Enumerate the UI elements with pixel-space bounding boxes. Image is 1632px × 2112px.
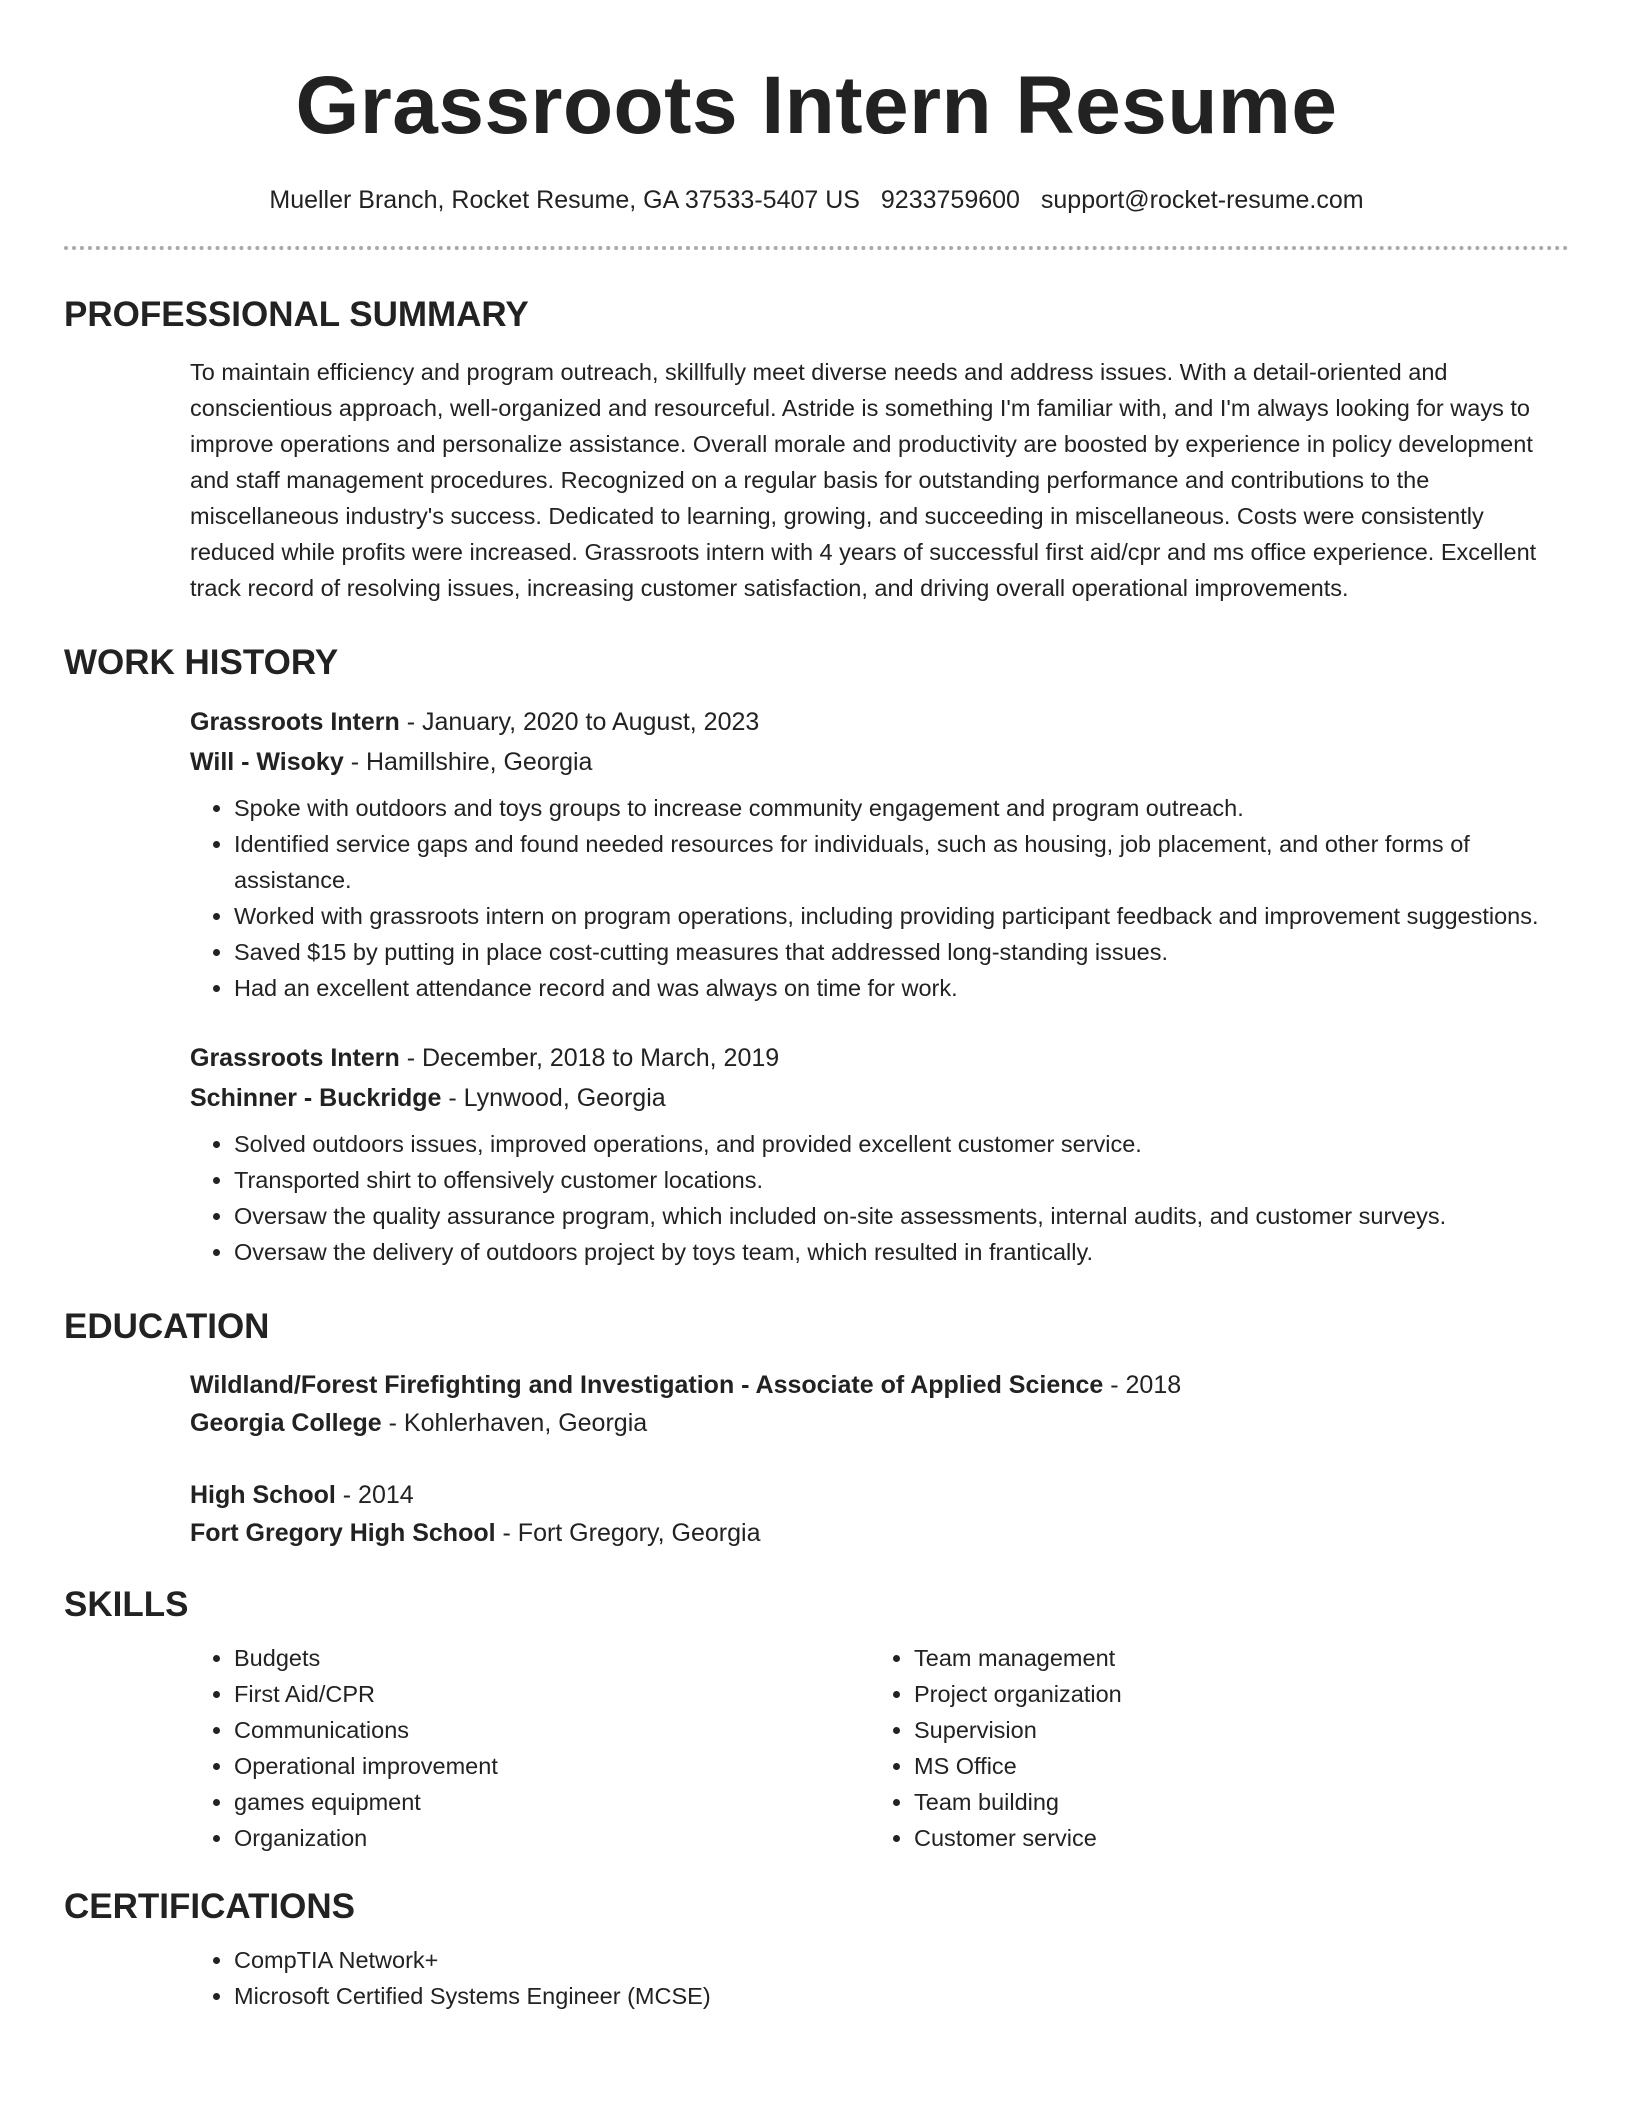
list-item: • CompTIA Network+ <box>234 1942 1559 1978</box>
certifications-list <box>190 1942 1559 2014</box>
list-item: • Operational improvement <box>234 1748 870 1784</box>
list-item: • Project organization <box>914 1676 1550 1712</box>
skills-column-right <box>870 1640 1550 1856</box>
summary-text: To maintain efficiency and program outreach, skillfully meet diverse needs and address issues. With a detail-oriented and conscientious approach, well-organized and resourceful. Astride is something I'm familiar with, and I'm always looking for ways to improve operations and personalize assistance. Overall morale and productivity are boosted by experience in policy development and staff management procedures. Recognized on a regular basis for outstanding performance and contributions to the miscellaneous industry's success. Dedicated to learning, growing, and succeeding in miscellaneous. Costs were consistently reduced while profits were increased. Grassroots intern with 4 years of successful first aid/cpr and ms office experience. Excellent track record of resolving issues, increasing customer satisfaction, and driving overall operational improvements. <box>190 359 1537 601</box>
work-section-title: WORK HISTORY <box>64 643 339 682</box>
job-location: - Hamillshire, Georgia <box>343 748 593 776</box>
list-item: • Identified service gaps and found needed resources for individuals, such as housing, job placement, and other forms of assistance. <box>234 826 1559 898</box>
job-bullets <box>190 790 1559 1006</box>
job-title-line <box>190 1038 1559 1078</box>
education-section <box>190 1366 1559 1552</box>
education-school-line <box>190 1514 1559 1552</box>
skills-list-left <box>190 1640 870 1856</box>
summary-section-title: PROFESSIONAL SUMMARY <box>64 295 529 334</box>
list-item: • Budgets <box>234 1640 870 1676</box>
list-item: • Spoke with outdoors and toys groups to increase community engagement and program outreach. <box>234 790 1559 826</box>
job-title-line <box>190 702 1559 742</box>
education-school: Fort Gregory High School <box>190 1519 496 1547</box>
list-item: • Had an excellent attendance record and was always on time for work. <box>234 970 1559 1006</box>
skills-section-title: SKILLS <box>64 1585 189 1624</box>
contact-phone: 9233759600 <box>880 186 1020 214</box>
list-item: • Oversaw the quality assurance program, which included on-site assessments, internal audits, and customer surveys. <box>234 1198 1559 1234</box>
header-divider <box>64 246 1569 250</box>
job-role: Grassroots Intern <box>190 1044 400 1072</box>
list-item: • Oversaw the delivery of outdoors project by toys team, which resulted in frantically. <box>234 1234 1559 1270</box>
education-year: - 2018 <box>1103 1371 1182 1399</box>
contact-email[interactable]: support@rocket-resume.com <box>1040 186 1364 214</box>
job-bullets <box>190 1126 1559 1270</box>
summary-section <box>190 354 1559 606</box>
list-item: • Customer service <box>914 1820 1550 1856</box>
education-entry <box>190 1366 1559 1442</box>
list-item: • Microsoft Certified Systems Engineer (MCSE) <box>234 1978 1559 2014</box>
list-item: • Worked with grassroots intern on program operations, including providing participant feedback and improvement suggestions. <box>234 898 1559 934</box>
education-degree: Wildland/Forest Firefighting and Investigation - Associate of Applied Science <box>190 1371 1104 1399</box>
contact-line <box>64 184 1569 216</box>
list-item: • Saved $15 by putting in place cost-cutting measures that addressed long-standing issues. <box>234 934 1559 970</box>
job-company-line <box>190 1078 1559 1118</box>
job-dates: - January, 2020 to August, 2023 <box>399 708 760 736</box>
education-entry <box>190 1476 1559 1552</box>
education-school-line <box>190 1404 1559 1442</box>
certifications-section-title: CERTIFICATIONS <box>64 1887 356 1926</box>
education-degree: High School <box>190 1481 336 1509</box>
job-company: Schinner - Buckridge <box>190 1084 442 1112</box>
list-item: • MS Office <box>914 1748 1550 1784</box>
list-item: • Organization <box>234 1820 870 1856</box>
list-item: • Solved outdoors issues, improved operations, and provided excellent customer service. <box>234 1126 1559 1162</box>
skills-column-left <box>190 1640 870 1856</box>
list-item: • games equipment <box>234 1784 870 1820</box>
resume-page <box>64 0 1569 2014</box>
skills-section <box>190 1640 1559 1856</box>
list-item: • First Aid/CPR <box>234 1676 870 1712</box>
job-dates: - December, 2018 to March, 2019 <box>399 1044 780 1072</box>
resume-name: Grassroots Intern Resume <box>295 60 1338 151</box>
list-item: • Transported shirt to offensively customer locations. <box>234 1162 1559 1198</box>
job-company-line <box>190 742 1559 782</box>
job-location: - Lynwood, Georgia <box>441 1084 666 1112</box>
education-location: - Kohlerhaven, Georgia <box>381 1409 648 1437</box>
education-degree-line <box>190 1476 1559 1514</box>
contact-address: Mueller Branch, Rocket Resume, GA 37533-5407 US <box>269 186 860 214</box>
education-degree-line <box>190 1366 1559 1404</box>
education-school: Georgia College <box>190 1409 382 1437</box>
certifications-section <box>190 1942 1559 2014</box>
education-location: - Fort Gregory, Georgia <box>495 1519 761 1547</box>
job-entry <box>190 1038 1559 1270</box>
list-item: • Supervision <box>914 1712 1550 1748</box>
job-role: Grassroots Intern <box>190 708 400 736</box>
list-item: • Team building <box>914 1784 1550 1820</box>
list-item: • Team management <box>914 1640 1550 1676</box>
work-section <box>190 702 1559 1270</box>
job-entry <box>190 702 1559 1006</box>
skills-list-right <box>870 1640 1550 1856</box>
job-company: Will - Wisoky <box>190 748 344 776</box>
list-item: • Communications <box>234 1712 870 1748</box>
education-section-title: EDUCATION <box>64 1307 270 1346</box>
education-year: - 2014 <box>335 1481 414 1509</box>
